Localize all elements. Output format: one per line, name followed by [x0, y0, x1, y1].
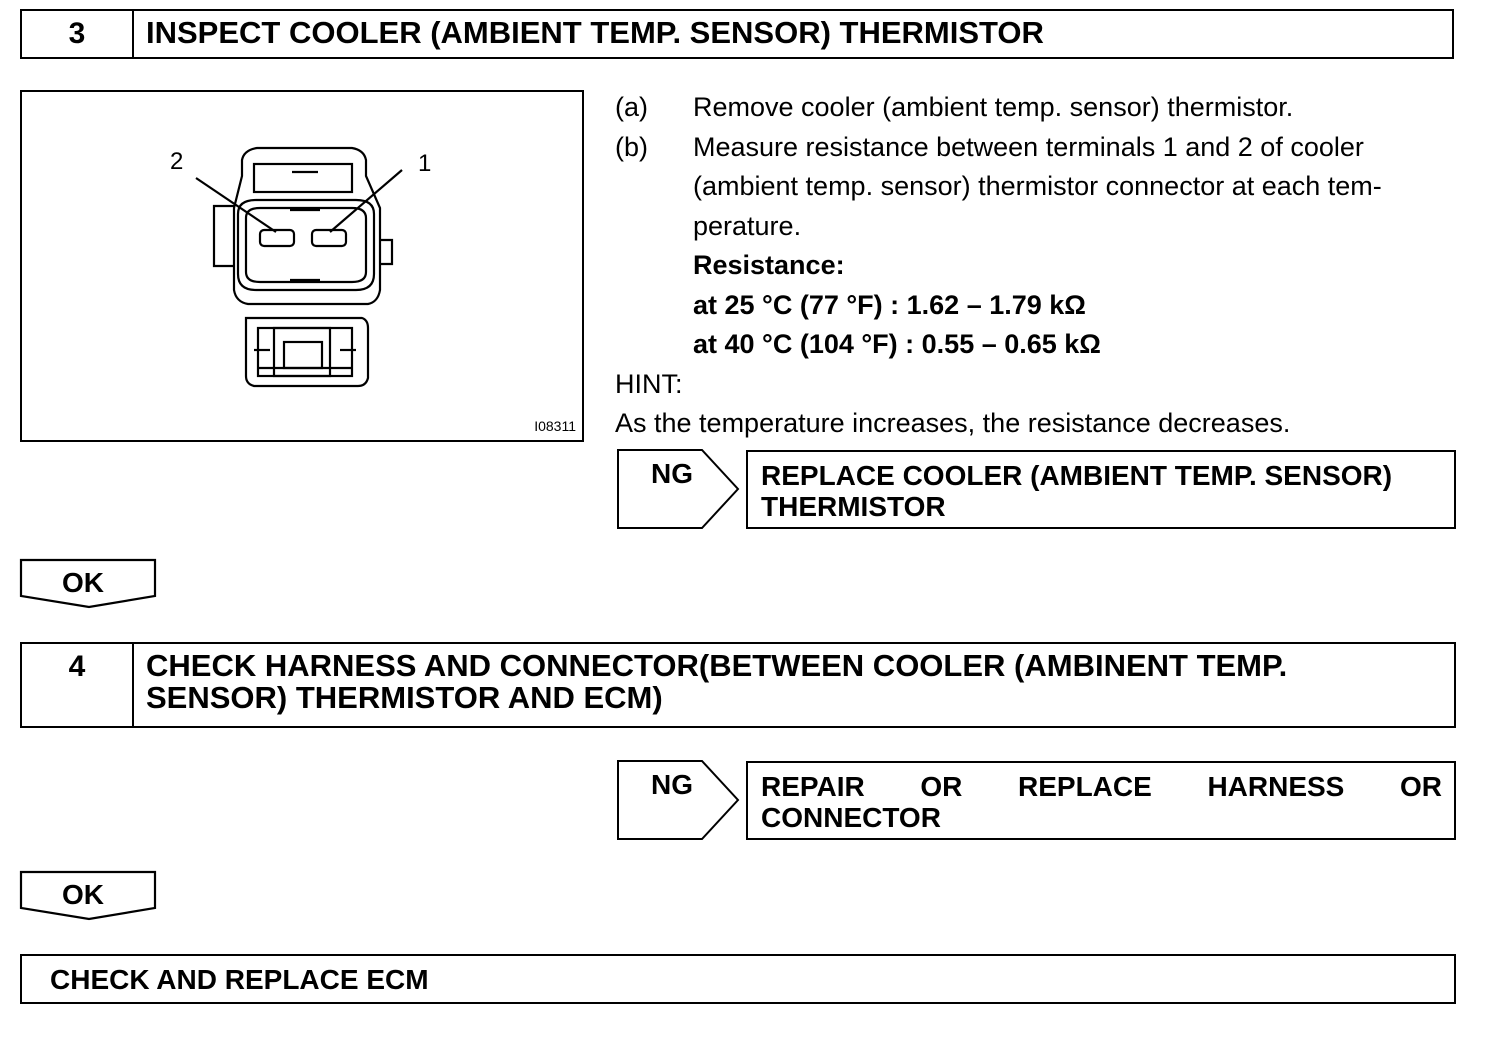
ng-action-2-word: REPAIR [761, 771, 865, 802]
final-action-box [20, 954, 1456, 1004]
step-3-header [20, 9, 1454, 59]
resistance-label: Resistance: [693, 250, 845, 280]
instruction-b-line3: perature. [693, 210, 802, 241]
ok-label-1: OK [62, 567, 104, 598]
resistance-spec-25c: at 25 °C (77 °F) : 1.62 – 1.79 kΩ [693, 289, 1086, 320]
resistance-spec-40c: at 40 °C (104 °F) : 0.55 – 0.65 kΩ [693, 329, 1101, 359]
ng-action-1-line1: REPLACE COOLER (AMBIENT TEMP. SENSOR) [761, 460, 1393, 491]
ng-action-2-word: OR [920, 771, 963, 802]
ng-action-2-line1 [761, 771, 1442, 802]
ng-label-2: NG [651, 769, 693, 800]
figure-code: I08311 [534, 418, 576, 434]
ng-action-box-1 [746, 450, 1456, 529]
ng-label-1: NG [651, 458, 693, 489]
ng-action-2-word: HARNESS [1207, 771, 1345, 802]
terminal-2-label: 2 [170, 148, 184, 175]
ng-action-1-line2: THERMISTOR [761, 491, 946, 522]
step-title: INSPECT COOLER (AMBIENT TEMP. SENSOR) THERMISTOR [146, 15, 1044, 50]
final-action-text: CHECK AND REPLACE ECM [50, 964, 429, 995]
step-4-header [20, 642, 1456, 728]
instruction-a [615, 88, 1475, 128]
step-4-title-line2: SENSOR) THERMISTOR AND ECM) [146, 680, 663, 715]
step-number: 4 [22, 644, 134, 726]
instruction-a-mark: (a) [615, 92, 648, 122]
instruction-b [615, 128, 1475, 168]
instruction-b-mark: (b) [615, 131, 648, 162]
terminal-1-label: 1 [418, 150, 432, 177]
ok-label-2: OK [62, 879, 104, 910]
instruction-b-line2: (ambient temp. sensor) thermistor connector at each tem- [693, 171, 1382, 201]
thermistor-connector-diagram [22, 92, 582, 440]
step-title [134, 644, 1454, 726]
connector-figure [20, 90, 584, 442]
step-number: 3 [22, 11, 134, 57]
instruction-a-text: Remove cooler (ambient temp. sensor) thermistor. [693, 92, 1294, 122]
ng-action-2-line2: CONNECTOR [761, 802, 941, 833]
ng-action-2-word: OR [1400, 771, 1442, 802]
hint-label: HINT: [615, 368, 683, 399]
step-4-title-line1: CHECK HARNESS AND CONNECTOR(BETWEEN COOLER (AMBINENT TEMP. [146, 648, 1288, 683]
inspection-instructions [615, 88, 1475, 444]
hint-text: As the temperature increases, the resistance decreases. [615, 408, 1291, 438]
ng-action-2-word: REPLACE [1018, 771, 1152, 802]
instruction-b-line1: Measure resistance between terminals 1 and 2 of cooler [693, 131, 1364, 162]
ng-action-box-2 [746, 761, 1456, 840]
